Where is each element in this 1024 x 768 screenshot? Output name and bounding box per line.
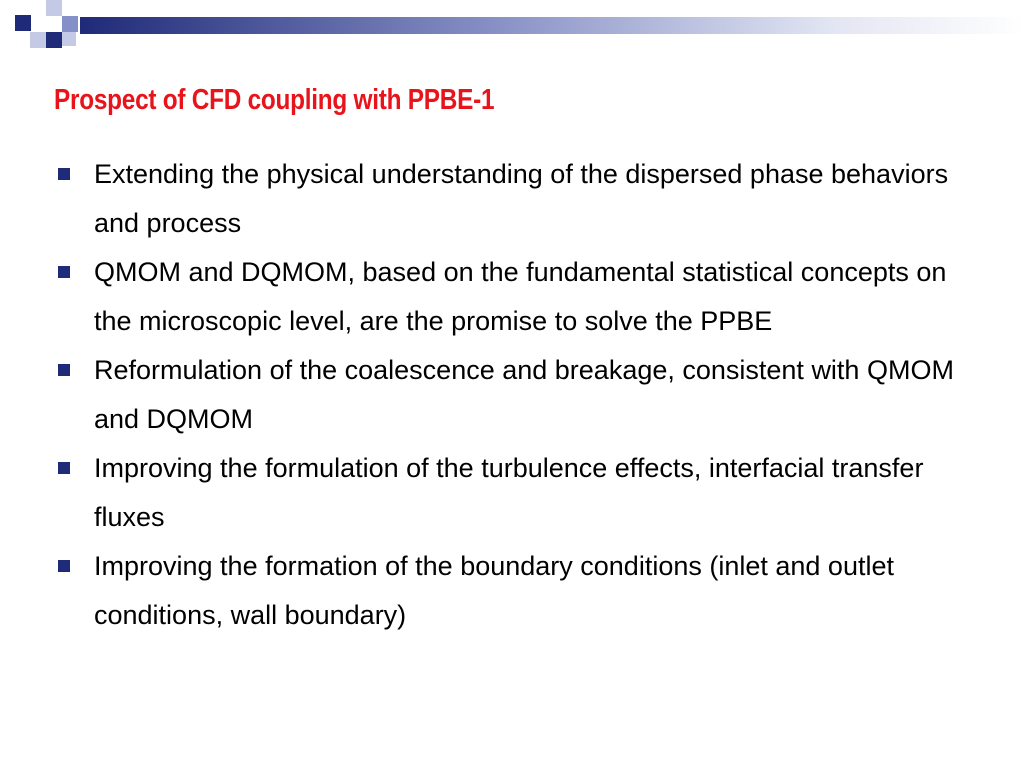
header-square-icon: [30, 32, 46, 48]
square-bullet-icon: [58, 560, 70, 572]
header-square-icon: [62, 16, 78, 32]
square-bullet-icon: [58, 462, 70, 474]
header-square-icon: [46, 0, 62, 16]
square-bullet-icon: [58, 168, 70, 180]
bullet-item: [0, 444, 984, 542]
bullet-text: Reformulation of the coalescence and breakage, consistent with QMOM and DQMOM: [94, 355, 954, 434]
header-square-icon: [15, 15, 31, 31]
bullet-text: QMOM and DQMOM, based on the fundamental statistical concepts on the microscopic level, are the promise to solve the PPBE: [94, 257, 947, 336]
bullet-text: Improving the formulation of the turbulence effects, interfacial transfer fluxes: [94, 453, 924, 532]
square-bullet-icon: [58, 266, 70, 278]
header-square-icon: [62, 32, 76, 46]
square-bullet-icon: [58, 364, 70, 376]
bullet-item: [0, 542, 984, 640]
header-gradient-bar: [80, 17, 1024, 34]
slide-title: Prospect of CFD coupling with PPBE-1: [54, 84, 495, 116]
bullet-item: [0, 248, 984, 346]
header-decoration: [0, 0, 1024, 48]
bullet-list: [0, 150, 1024, 640]
bullet-item: [0, 150, 984, 248]
header-square-icon: [46, 32, 62, 48]
bullet-text: Extending the physical understanding of the dispersed phase behaviors and process: [94, 159, 949, 238]
bullet-text: Improving the formation of the boundary conditions (inlet and outlet conditions, wall boundary): [94, 551, 894, 630]
bullet-item: [0, 346, 984, 444]
